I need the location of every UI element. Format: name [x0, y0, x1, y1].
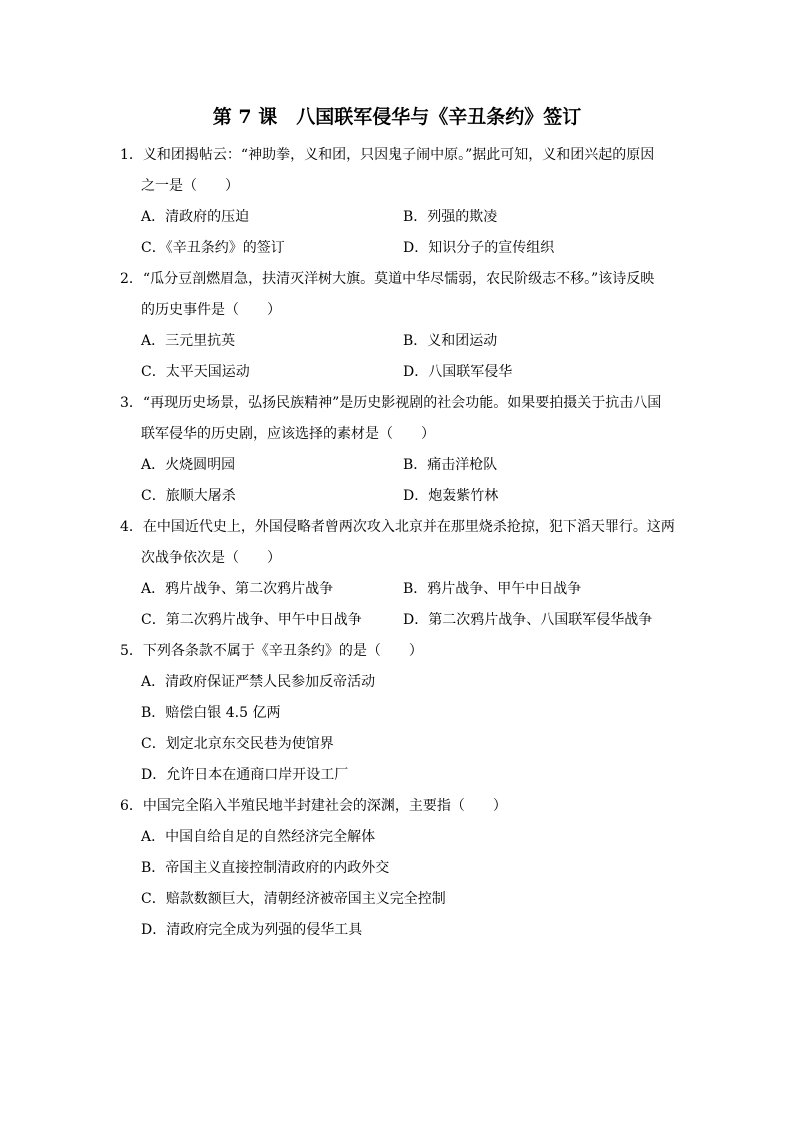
question-stem: 6．中国完全陷入半殖民地半封建社会的深渊，主要指（ ） [120, 798, 507, 814]
option-c: C．划定北京东交民巷为使馆界 [141, 736, 334, 752]
option-c: C．赔款数额巨大，清朝经济被帝国主义完全控制 [141, 891, 446, 907]
option-a: A．火烧圆明园 [141, 457, 236, 473]
option-d: D．允许日本在通商口岸开设工厂 [141, 767, 349, 783]
option-b: B．义和团运动 [403, 333, 498, 349]
option-a: A．清政府的压迫 [141, 209, 250, 225]
option-d: D．炮轰紫竹林 [403, 488, 499, 504]
option-c: C．《辛丑条约》的签订 [141, 240, 285, 256]
option-d: D．清政府完全成为列强的侵华工具 [141, 922, 363, 938]
option-row [120, 574, 680, 605]
option-b: B．帝国主义直接控制清政府的内政外交 [141, 860, 390, 876]
question-2 [120, 264, 680, 388]
option-b: B．列强的欺凌 [403, 209, 498, 225]
question-stem-continued: 联军侵华的历史剧，应该选择的素材是（ ） [141, 426, 435, 442]
question-stem: 4．在中国近代史上，外国侵略者曾两次攻入北京并在那里烧杀抢掠，犯下滔天罪行。这两 [120, 519, 675, 535]
question-stem-continued: 之一是（ ） [141, 178, 239, 194]
option-c: C．旅顺大屠杀 [141, 488, 236, 504]
question-stem: 5．下列各条款不属于《辛丑条约》的是（ ） [120, 643, 423, 659]
option-b: B．赔偿白银 4.5 亿两 [141, 705, 281, 721]
option-d: D．知识分子的宣传组织 [403, 240, 555, 256]
question-stem: 1．义和团揭帖云：“神助拳，义和团，只因鬼子闹中原。”据此可知，义和团兴起的原因 [120, 147, 655, 163]
option-row [120, 481, 680, 512]
option-c: C．太平天国运动 [141, 364, 250, 380]
question-stem-continued: 次战争依次是（ ） [141, 550, 281, 566]
question-6 [120, 791, 680, 946]
option-a: A．清政府保证严禁人民参加反帝活动 [141, 674, 376, 690]
option-row [120, 357, 680, 388]
option-d: D．八国联军侵华 [403, 364, 513, 380]
option-row [120, 202, 680, 233]
question-1 [120, 140, 680, 264]
question-3 [120, 388, 680, 512]
question-list [120, 140, 680, 946]
question-5 [120, 636, 680, 791]
option-c: C．第二次鸦片战争、甲午中日战争 [141, 612, 362, 628]
question-stem: 3．“再现历史场景，弘扬民族精神”是历史影视剧的社会功能。如果要拍摄关于抗击八国 [120, 395, 662, 411]
option-row [120, 605, 680, 636]
page-title: 第 7 课 八国联军侵华与《辛丑条约》签订 [212, 106, 582, 128]
option-row [120, 233, 680, 264]
option-b: B．痛击洋枪队 [403, 457, 498, 473]
question-stem-continued: 的历史事件是（ ） [141, 302, 281, 318]
option-a: A．中国自给自足的自然经济完全解体 [141, 829, 376, 845]
question-stem: 2．“瓜分豆剖燃眉急，扶清灭洋树大旗。莫道中华尽懦弱，农民阶级志不移。”该诗反映 [120, 271, 655, 287]
option-row [120, 326, 680, 357]
option-row [120, 450, 680, 481]
question-4 [120, 512, 680, 636]
option-a: A．三元里抗英 [141, 333, 236, 349]
option-d: D．第二次鸦片战争、八国联军侵华战争 [403, 612, 653, 628]
option-b: B．鸦片战争、甲午中日战争 [403, 581, 582, 597]
option-a: A．鸦片战争、第二次鸦片战争 [141, 581, 334, 597]
